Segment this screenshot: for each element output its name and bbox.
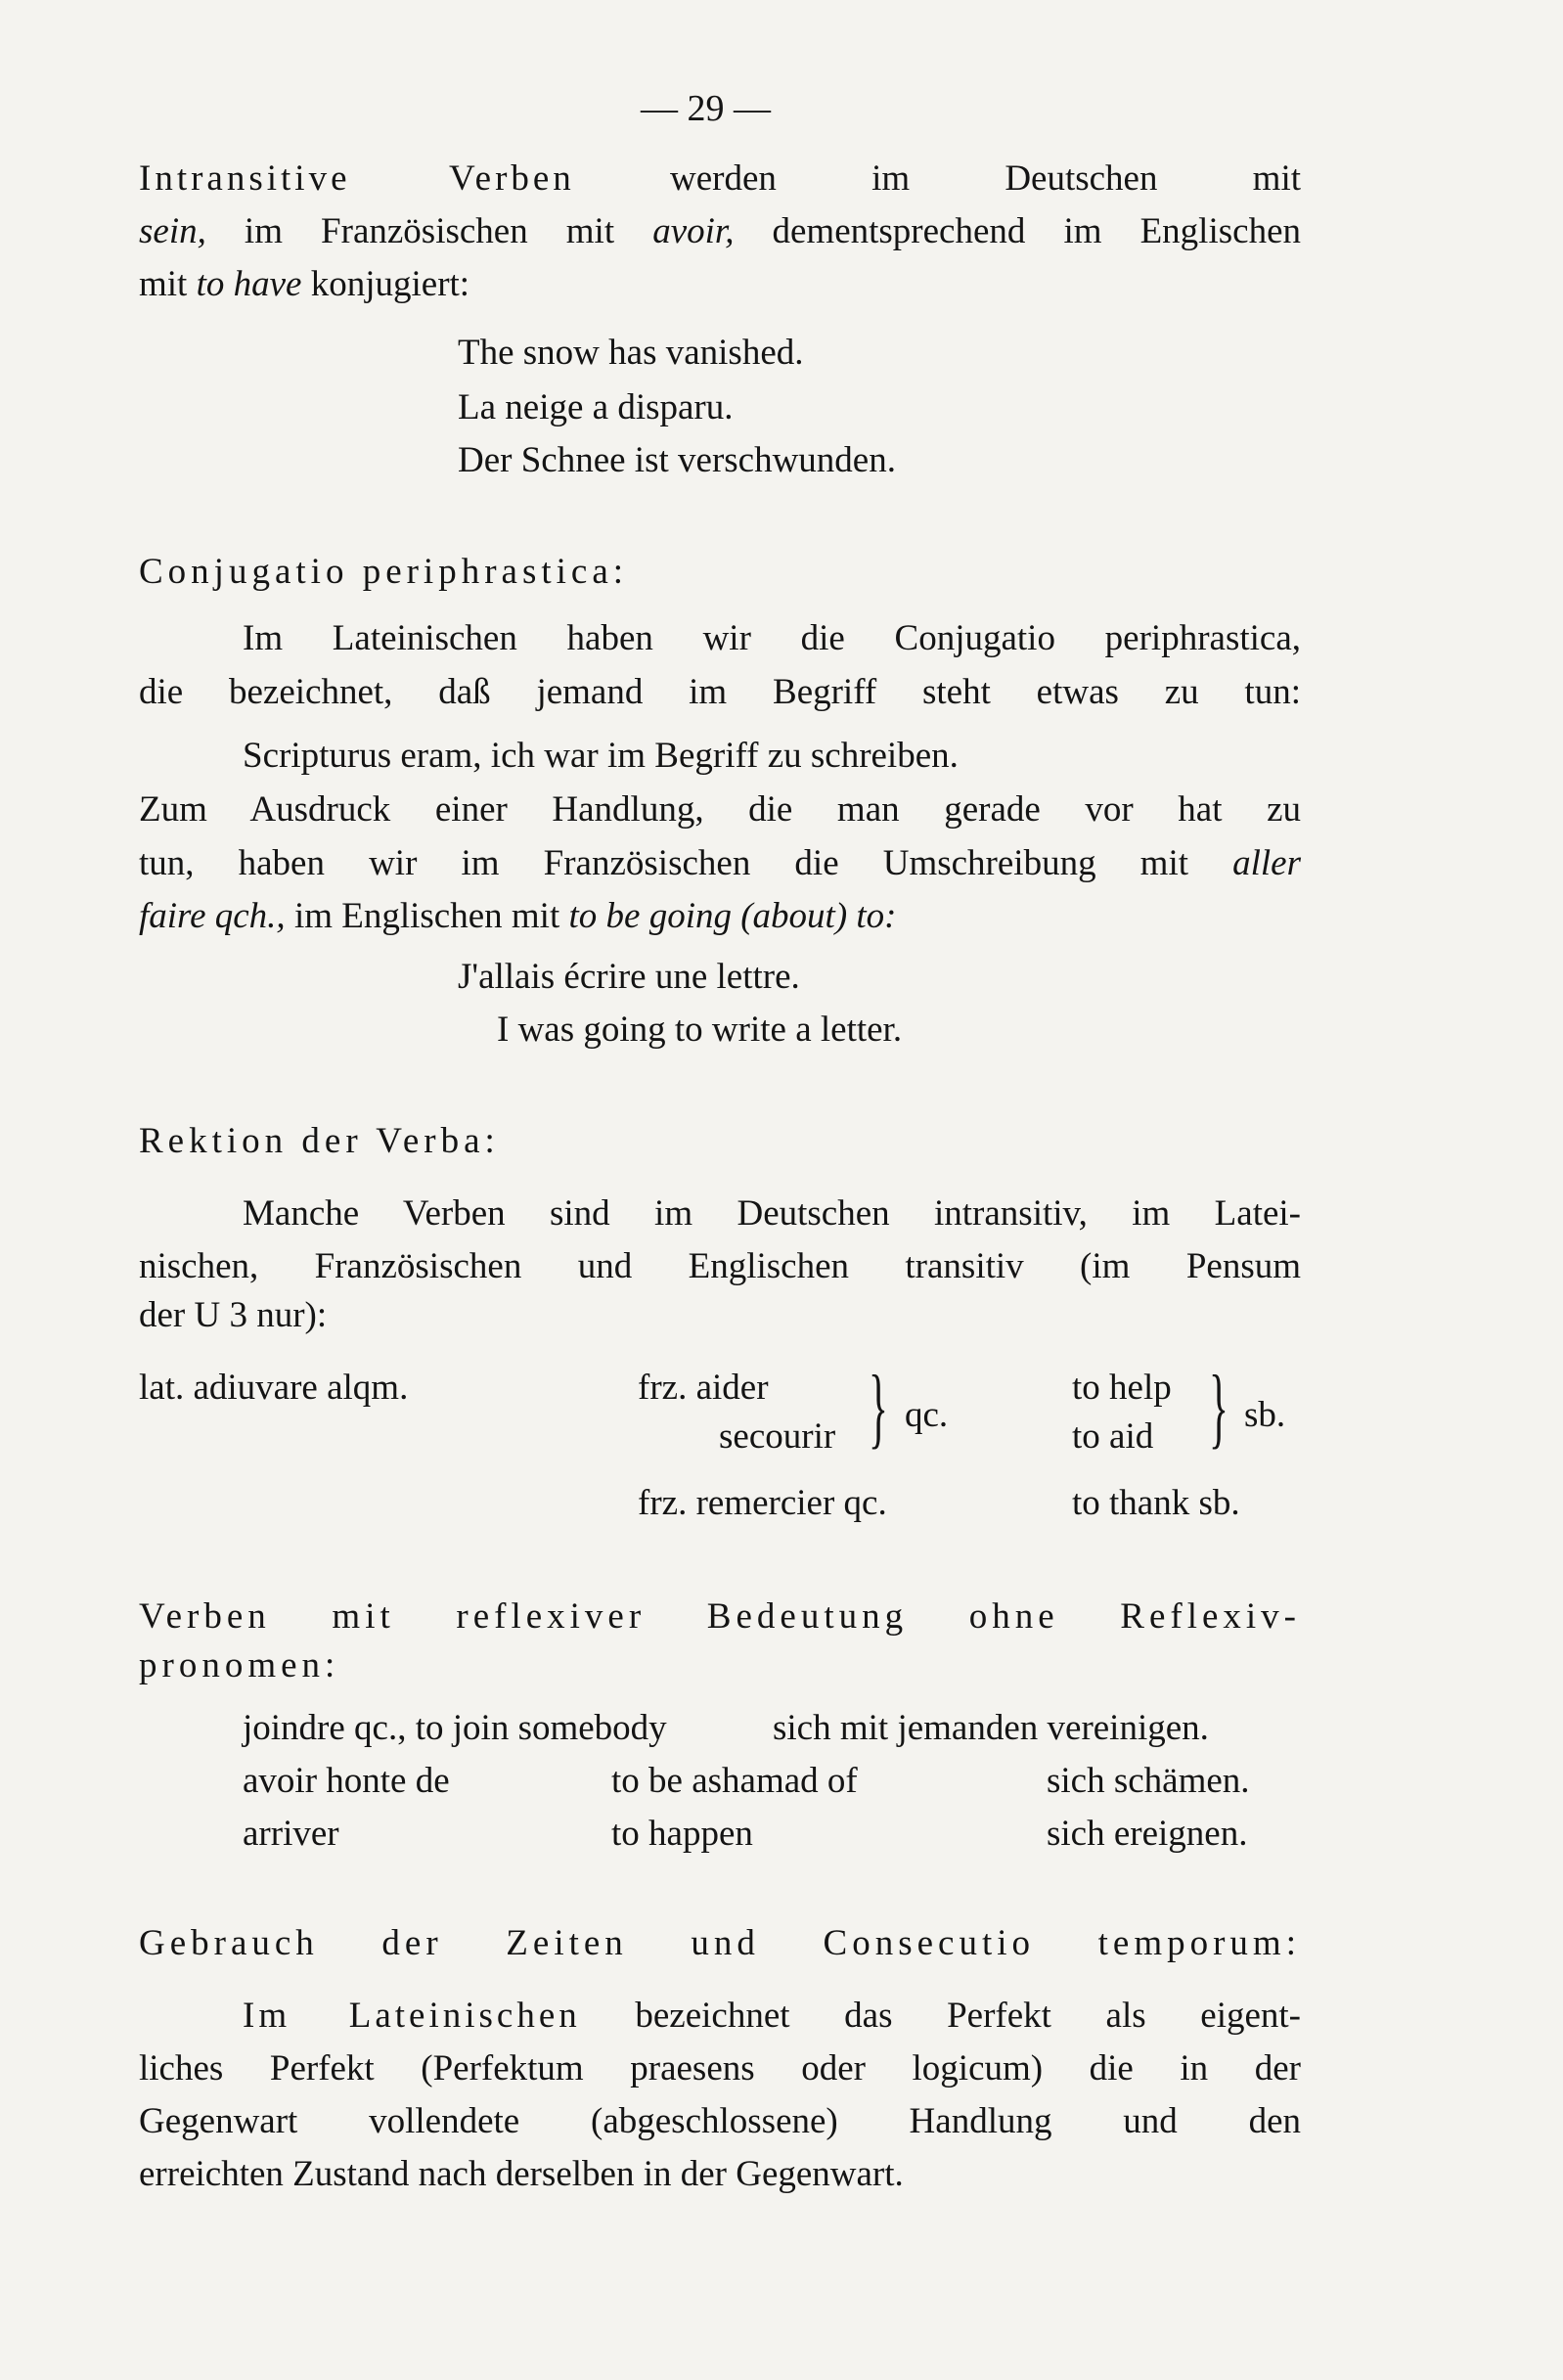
- table-cell: joindre qc., to join somebody: [243, 1708, 667, 1748]
- example-line: The snow has vanished.: [458, 333, 804, 373]
- section-heading: Rektion der Verba:: [139, 1121, 500, 1161]
- italic-term: faire qch.,: [139, 896, 286, 936]
- table-cell: to happen: [611, 1814, 753, 1854]
- text-span: dementsprechend im Englischen: [734, 211, 1301, 251]
- paragraph-line: [139, 209, 1301, 254]
- right-brace-icon: }: [1209, 1357, 1228, 1457]
- italic-term: sein,: [139, 211, 206, 251]
- italic-term: to be going (about) to:: [568, 896, 897, 936]
- text-span: im Französischen mit: [205, 211, 653, 251]
- table-cell: avoir honte de: [243, 1761, 450, 1801]
- table-cell: to aid: [1072, 1416, 1154, 1457]
- paragraph-line: die bezeichnet, daß jemand im Begriff steht etwas zu tun:: [139, 672, 1301, 712]
- italic-term: avoir,: [652, 211, 735, 251]
- table-cell: frz. remercier qc.: [638, 1483, 887, 1523]
- section-heading: Conjugatio periphrastica:: [139, 552, 629, 592]
- right-brace-icon: }: [869, 1357, 888, 1457]
- text-span: konjugiert:: [301, 264, 470, 304]
- paragraph-line: [139, 157, 1301, 202]
- text-span: mit: [139, 264, 197, 304]
- table-cell: arriver: [243, 1814, 339, 1854]
- paragraph-line: [139, 894, 897, 939]
- example-line: Scripturus eram, ich war im Begriff zu schreiben.: [243, 736, 959, 776]
- text-span: werden im Deutschen mit: [670, 158, 1302, 199]
- text-span: bezeichnet das Perfekt als eigent-: [635, 1996, 1301, 2036]
- table-cell: frz. aider: [638, 1368, 769, 1408]
- paragraph-line: liches Perfekt (Perfektum praesens oder logicum) die in der: [139, 2048, 1301, 2088]
- italic-term: to have: [196, 264, 302, 304]
- paragraph-line: [243, 1994, 1301, 2039]
- paragraph-line: Gegenwart vollendete (abgeschlossene) Handlung und den: [139, 2101, 1301, 2141]
- spaced-term: Intransitive Verben: [139, 158, 575, 199]
- example-line: J'allais écrire une lettre.: [458, 957, 800, 997]
- example-line: I was going to write a letter.: [497, 1010, 903, 1050]
- paragraph-line: Manche Verben sind im Deutschen intransitiv, im Latei-: [243, 1193, 1301, 1234]
- paragraph-line: erreichten Zustand nach derselben in der Gegenwart.: [139, 2154, 904, 2194]
- table-cell: sich mit jemanden vereinigen.: [773, 1708, 1209, 1748]
- table-cell: to thank sb.: [1072, 1483, 1240, 1523]
- table-cell: sich ereignen.: [1047, 1814, 1248, 1854]
- table-cell: qc.: [905, 1395, 949, 1435]
- spaced-term: Im Lateinischen: [243, 1996, 581, 2036]
- text-span: im Englischen mit: [285, 896, 569, 936]
- section-heading: pronomen:: [139, 1645, 340, 1685]
- section-heading: Verben mit reflexiver Bedeutung ohne Reflexiv-: [139, 1596, 1301, 1637]
- paragraph-line: [139, 841, 1301, 886]
- paragraph-line: [139, 262, 469, 307]
- example-line: Der Schnee ist verschwunden.: [458, 440, 896, 480]
- example-line: La neige a disparu.: [458, 387, 734, 427]
- paragraph-line: der U 3 nur):: [139, 1295, 328, 1335]
- italic-term: aller: [1232, 843, 1301, 883]
- table-cell: secourir: [719, 1416, 836, 1457]
- table-cell: sich schämen.: [1047, 1761, 1250, 1801]
- table-cell: sb.: [1244, 1395, 1286, 1435]
- paragraph-line: Im Lateinischen haben wir die Conjugatio periphrastica,: [243, 618, 1301, 658]
- text-span: tun, haben wir im Französischen die Umschreibung mit: [139, 843, 1233, 883]
- table-cell: to help: [1072, 1368, 1172, 1408]
- paragraph-line: nischen, Französischen und Englischen transitiv (im Pensum: [139, 1246, 1301, 1286]
- table-cell: lat. adiuvare alqm.: [139, 1368, 409, 1408]
- paragraph-line: Zum Ausdruck einer Handlung, die man gerade vor hat zu: [139, 789, 1301, 830]
- section-heading: Gebrauch der Zeiten und Consecutio temporum:: [139, 1923, 1301, 1963]
- table-cell: to be ashamad of: [611, 1761, 858, 1801]
- page-number: — 29 —: [641, 88, 771, 129]
